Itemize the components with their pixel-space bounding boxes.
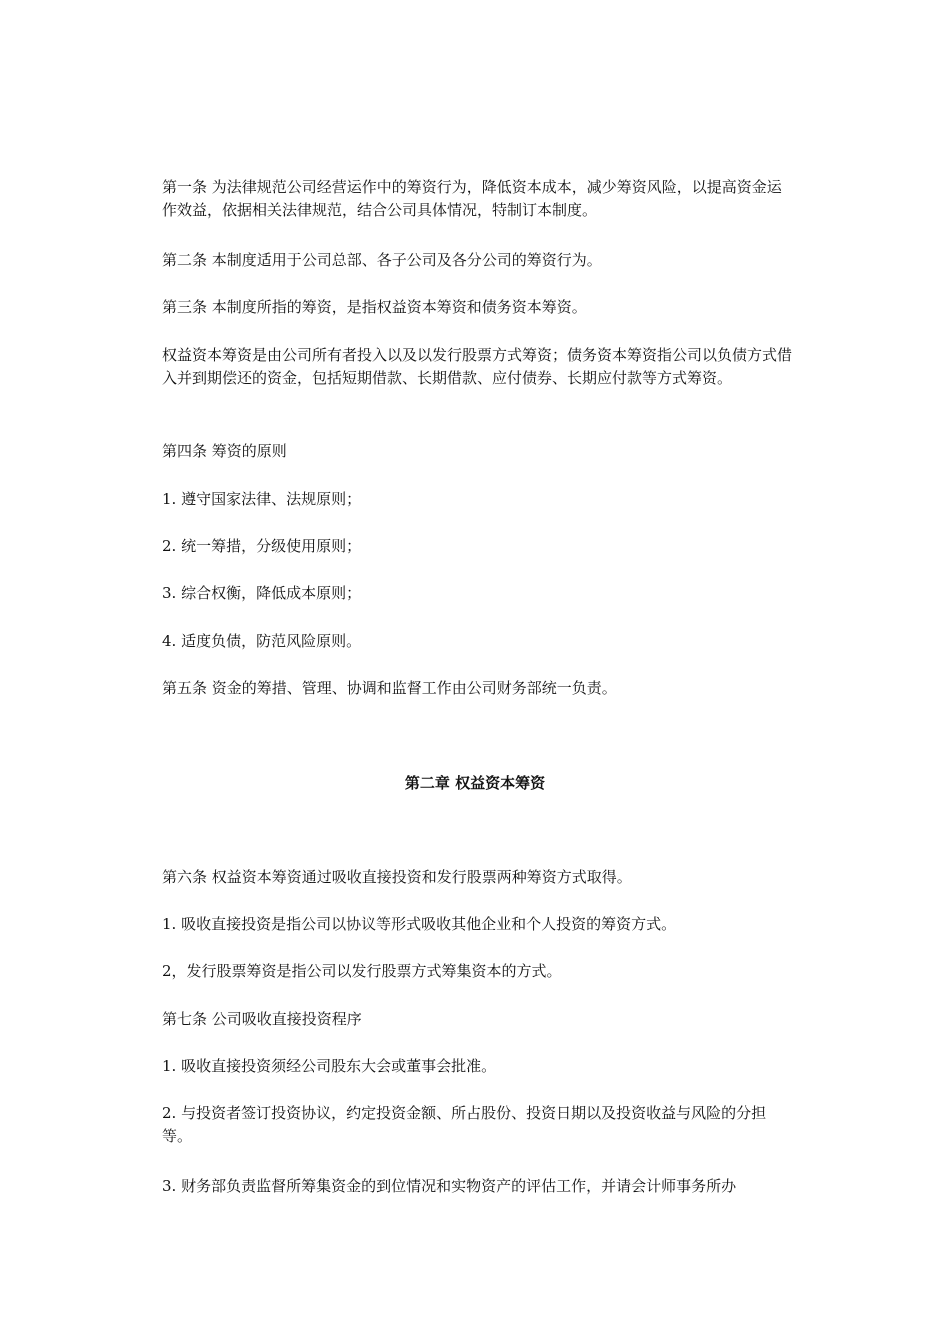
procedure-1-item: 1. 吸收直接投资须经公司股东大会或董事会批准。 — [162, 1057, 497, 1075]
direct-investment-item: 1. 吸收直接投资是指公司以协议等形式吸收其他企业和个人投资的筹资方式。 — [162, 915, 677, 933]
article-7-paragraph: 第七条 公司吸收直接投资程序 — [162, 1010, 362, 1028]
article-4-paragraph: 第四条 筹资的原则 — [162, 442, 287, 460]
article-2-paragraph: 第二条 本制度适用于公司总部、各子公司及各分公司的筹资行为。 — [162, 251, 602, 269]
stock-issuance-item: 2，发行股票筹资是指公司以发行股票方式筹集资本的方式。 — [162, 962, 562, 980]
principle-3-item: 3. 综合权衡，降低成本原则； — [162, 584, 362, 602]
equity-debt-definition-paragraph: 权益资本筹资是由公司所有者投入以及以发行股票方式筹资；债务资本筹资指公司以负债方式借入并到期偿还的资金，包括短期借款、长期借款、应付债券、长期应付款等方式筹资。 — [162, 346, 793, 387]
principle-4-item: 4. 适度负债，防范风险原则。 — [162, 632, 362, 650]
article-1-paragraph: 第一条 为法律规范公司经营运作中的筹资行为，降低资本成本，减少筹资风险，以提高资金运作效益，依据相关法律规范，结合公司具体情况，特制订本制度。 — [162, 178, 782, 219]
article-6-paragraph: 第六条 权益资本筹资通过吸收直接投资和发行股票两种筹资方式取得。 — [162, 868, 632, 886]
article-5-paragraph: 第五条 资金的筹措、管理、协调和监督工作由公司财务部统一负责。 — [162, 679, 617, 697]
chapter-2-heading: 第二章 权益资本筹资 — [404, 774, 546, 792]
principle-1-item: 1. 遵守国家法律、法规原则； — [162, 490, 362, 508]
procedure-3-item: 3. 财务部负责监督所筹集资金的到位情况和实物资产的评估工作，并请会计师事务所办 — [162, 1177, 737, 1195]
principle-2-item: 2. 统一筹措，分级使用原则； — [162, 537, 362, 555]
procedure-2-item: 2. 与投资者签订投资协议，约定投资金额、所占股份、投资日期以及投资收益与风险的分担等。 — [162, 1104, 767, 1145]
article-3-paragraph: 第三条 本制度所指的筹资，是指权益资本筹资和债务资本筹资。 — [162, 298, 587, 316]
